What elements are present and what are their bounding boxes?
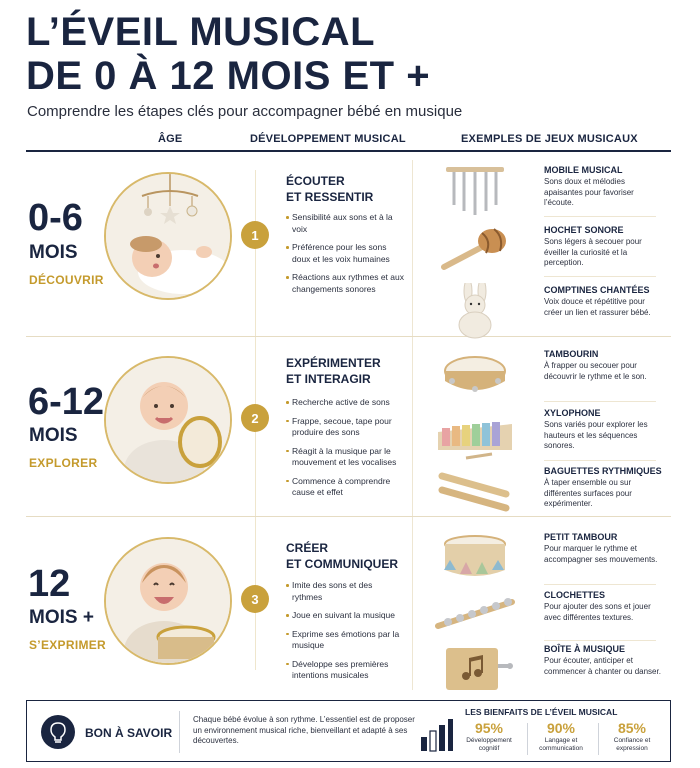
dev-point: Réagit à la musique par le mouvement et les vocalises bbox=[286, 446, 404, 469]
good-to-know-title: BON À SAVOIR bbox=[85, 726, 173, 740]
column-divider bbox=[412, 160, 413, 690]
benefit-language bbox=[529, 720, 593, 753]
step-badge-2: 2 bbox=[241, 404, 269, 432]
dev-point: Développe ses premières intentions musicales bbox=[286, 659, 404, 682]
rattle-illustration bbox=[430, 223, 520, 281]
dev-point: Imite des sons et des rythmes bbox=[286, 580, 404, 603]
game-name: XYLOPHONE bbox=[544, 408, 601, 418]
benefit-value: 85% bbox=[617, 720, 647, 736]
step-badge-1: 1 bbox=[241, 221, 269, 249]
benefit-value: 90% bbox=[546, 720, 576, 736]
column-header-age: ÂGE bbox=[158, 133, 183, 145]
bells-illustration bbox=[430, 588, 520, 646]
game-mobile-musical bbox=[430, 163, 670, 221]
dev-point: Préférence pour les sons doux et les voix humaines bbox=[286, 242, 404, 265]
dev-point: Exprime ses émotions par la musique bbox=[286, 629, 404, 652]
footer-panel bbox=[26, 700, 671, 762]
age-range-0-6: 0-6 bbox=[28, 197, 83, 239]
game-boite-a-musique bbox=[430, 642, 670, 700]
game-tambourin bbox=[430, 347, 670, 405]
game-desc: Pour ajouter des sons et jouer avec différentes textures. bbox=[544, 602, 651, 622]
game-name: CLOCHETTES bbox=[544, 590, 606, 600]
stage-verb: S’EXPRIMER bbox=[29, 638, 107, 652]
dev-point: Recherche active de sons bbox=[286, 397, 404, 409]
age-range-6-12: 6-12 bbox=[28, 381, 105, 423]
title-line-1: L’ÉVEIL MUSICAL bbox=[26, 10, 376, 54]
baby-tambourine-photo bbox=[104, 356, 232, 484]
bar-chart-icon bbox=[419, 717, 455, 753]
rhythm-sticks-illustration bbox=[430, 464, 520, 522]
toddler-drum-photo bbox=[104, 537, 232, 665]
dev-point: Joue en suivant la musique bbox=[286, 610, 404, 622]
dev-points bbox=[286, 212, 404, 302]
game-divider bbox=[544, 276, 656, 277]
game-desc: Pour écouter, anticiper et commencer à chanter ou danser. bbox=[544, 656, 661, 676]
dev-points bbox=[286, 397, 404, 506]
footer-divider bbox=[179, 711, 180, 753]
stage-verb: DÉCOUVRIR bbox=[29, 273, 104, 287]
lightbulb-icon bbox=[41, 715, 75, 749]
benefit-cognitive bbox=[457, 720, 521, 753]
title-line-2: DE 0 À 12 MOIS ET + bbox=[26, 54, 431, 98]
good-to-know-text: Chaque bébé évolue à son rythme. L’essentiel est de proposer un environnement musical riche, bienveillant et adapté à ses découvertes. bbox=[193, 715, 415, 745]
benefit-value: 95% bbox=[474, 720, 504, 736]
game-name: HOCHET SONORE bbox=[544, 225, 624, 235]
game-name: COMPTINES CHANTÉES bbox=[544, 285, 650, 295]
age-range-12: 12 bbox=[28, 563, 71, 605]
benefit-divider bbox=[598, 723, 599, 755]
game-hochet-sonore bbox=[430, 223, 670, 281]
game-petit-tambour bbox=[430, 530, 670, 588]
dev-title: EXPÉRIMENTER ET INTERAGIR bbox=[286, 356, 381, 386]
dev-point: Frappe, secoue, tape pour produire des sons bbox=[286, 416, 404, 439]
dev-points bbox=[286, 580, 404, 689]
header-divider bbox=[26, 150, 671, 152]
game-divider bbox=[544, 216, 656, 217]
step-badge-3: 3 bbox=[241, 585, 269, 613]
xylophone-illustration bbox=[430, 406, 520, 464]
benefit-label: Développement cognitif bbox=[466, 737, 512, 752]
game-divider bbox=[544, 460, 656, 461]
column-header-games: EXEMPLES DE JEUX MUSICAUX bbox=[461, 133, 638, 145]
game-comptines-chantees bbox=[430, 283, 670, 341]
game-desc: Sons variés pour explorer les hauteurs et les séquences sonores. bbox=[544, 420, 648, 450]
benefits-title: LES BIENFAITS DE L’ÉVEIL MUSICAL bbox=[465, 707, 618, 717]
dev-point: Sensibilité aux sons et à la voix bbox=[286, 212, 404, 235]
dev-point: Commence à comprendre cause et effet bbox=[286, 476, 404, 499]
plush-bunny-illustration bbox=[430, 283, 520, 341]
dev-title: ÉCOUTER ET RESSENTIR bbox=[286, 174, 374, 204]
game-desc: Voix douce et répétitive pour créer un lien et rassurer bébé. bbox=[544, 297, 651, 317]
game-desc: À frapper ou secouer pour découvrir le rythme et le son. bbox=[544, 361, 647, 381]
game-divider bbox=[544, 401, 656, 402]
wind-chime-illustration bbox=[430, 163, 520, 221]
game-desc: Sons doux et mélodies apaisantes pour favoriser l’écoute. bbox=[544, 177, 634, 207]
age-unit: MOIS bbox=[29, 242, 78, 263]
game-name: BAGUETTES RYTHMIQUES bbox=[544, 466, 662, 476]
dev-point: Réactions aux rythmes et aux changements sonores bbox=[286, 272, 404, 295]
benefit-label: Langage et communication bbox=[539, 737, 583, 752]
tambourine-illustration bbox=[430, 347, 520, 405]
game-desc: À taper ensemble ou sur différentes surfaces pour expérimenter. bbox=[544, 478, 632, 508]
game-baguettes-rythmiques bbox=[430, 464, 670, 522]
game-divider bbox=[544, 640, 656, 641]
game-name: BOÎTE À MUSIQUE bbox=[544, 644, 626, 654]
game-name: TAMBOURIN bbox=[544, 349, 599, 359]
age-unit: MOIS bbox=[29, 425, 78, 446]
game-xylophone bbox=[430, 406, 670, 464]
age-unit: MOIS + bbox=[29, 607, 94, 628]
stage-verb: EXPLORER bbox=[29, 456, 98, 470]
page-subtitle: Comprendre les étapes clés pour accompagner bébé en musique bbox=[27, 103, 463, 120]
dev-title: CRÉER ET COMMUNIQUER bbox=[286, 541, 398, 571]
game-clochettes bbox=[430, 588, 670, 646]
column-header-development: DÉVELOPPEMENT MUSICAL bbox=[250, 133, 406, 145]
game-divider bbox=[544, 584, 656, 585]
benefit-confidence bbox=[600, 720, 664, 753]
benefit-divider bbox=[527, 723, 528, 755]
page-title bbox=[26, 10, 430, 98]
music-box-illustration bbox=[430, 642, 520, 700]
game-name: MOBILE MUSICAL bbox=[544, 165, 623, 175]
small-drum-illustration bbox=[430, 530, 520, 588]
game-desc: Pour marquer le rythme et accompagner ses mouvements. bbox=[544, 544, 658, 564]
baby-lying-photo bbox=[104, 172, 232, 300]
benefit-label: Confiance et expression bbox=[613, 737, 651, 752]
game-name: PETIT TAMBOUR bbox=[544, 532, 618, 542]
game-desc: Sons légers à secouer pour éveiller la curiosité et la perception. bbox=[544, 237, 642, 267]
